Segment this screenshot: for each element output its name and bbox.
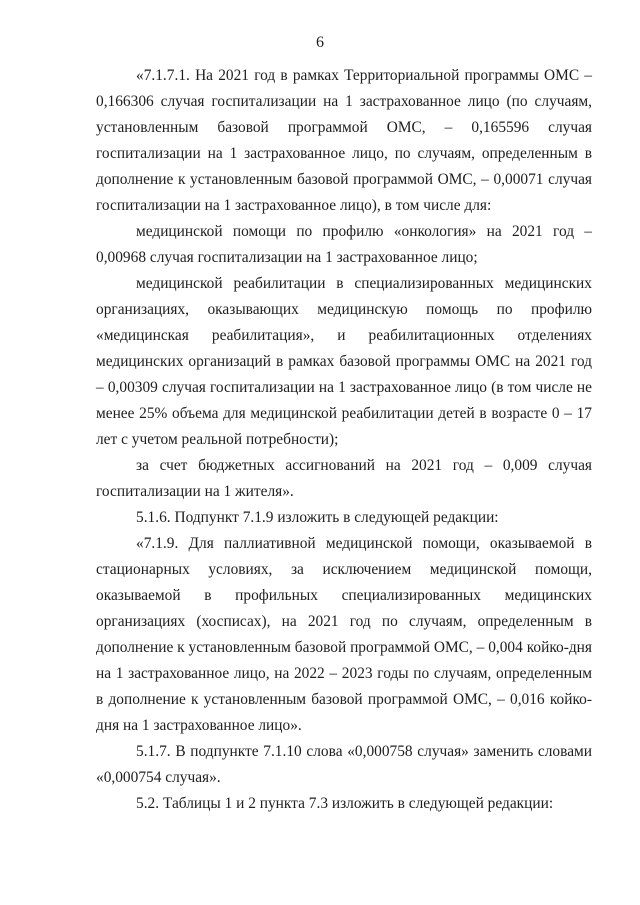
page-number: 6 [316,34,324,51]
paragraph-7-1-9: «7.1.9. Для паллиативной медицинской помощи, оказываемой в стационарных условиях, за исключением медицинской помощи, оказываемой в профильных специализированных медицинских организациях (хосписах), на 2021 год по случаям, определенным в дополнение к установленным базовой программой ОМС, – 0,004 койко-дня на 1 застрахованное лицо, на 2022 – 2023 годы по случаям, определенным в дополнение к установленным базовой программой ОМС, – 0,016 койко-дня на 1 застрахованное лицо». [96,535,592,734]
paragraph-5-2: 5.2. Таблицы 1 и 2 пункта 7.3 изложить в следующей редакции: [136,795,554,812]
paragraph-rehabilitation: медицинской реабилитации в специализированных медицинских организациях, оказывающих медицинскую помощь по профилю «медицинская реабилитация», и реабилитационных отделениях медицинских организаций в рамках базовой программы ОМС на 2021 год – 0,00309 случая госпитализации на 1 застрахованное лицо (в том числе не менее 25% объема для медицинской реабилитации детей в возрасте 0 – 17 лет с учетом реальной потребности); [96,275,592,448]
paragraph-7-1-7-1: «7.1.7.1. На 2021 год в рамках Территориальной программы ОМС – 0,166306 случая госпитализации на 1 застрахованное лицо (по случаям, установленным базовой программой ОМС, – 0,165596 случая госпитализации на 1 застрахованное лицо, по случаям, определенным в дополнение к установленным базовой программой ОМС, – 0,00071 случая госпитализации на 1 застрахованное лицо), в том числе для: [96,67,592,214]
paragraph-5-1-7: 5.1.7. В подпункте 7.1.10 слова «0,000758 случая» заменить словами «0,000754 случая». [96,743,592,786]
document-body [96,63,592,817]
paragraph-budget: за счет бюджетных ассигнований на 2021 год – 0,009 случая госпитализации на 1 жителя». [96,457,592,500]
paragraph-oncology: медицинской помощи по профилю «онкология» на 2021 год – 0,00968 случая госпитализации на 1 застрахованное лицо; [96,223,592,266]
paragraph-5-1-6: 5.1.6. Подпункт 7.1.9 изложить в следующей редакции: [136,509,499,526]
